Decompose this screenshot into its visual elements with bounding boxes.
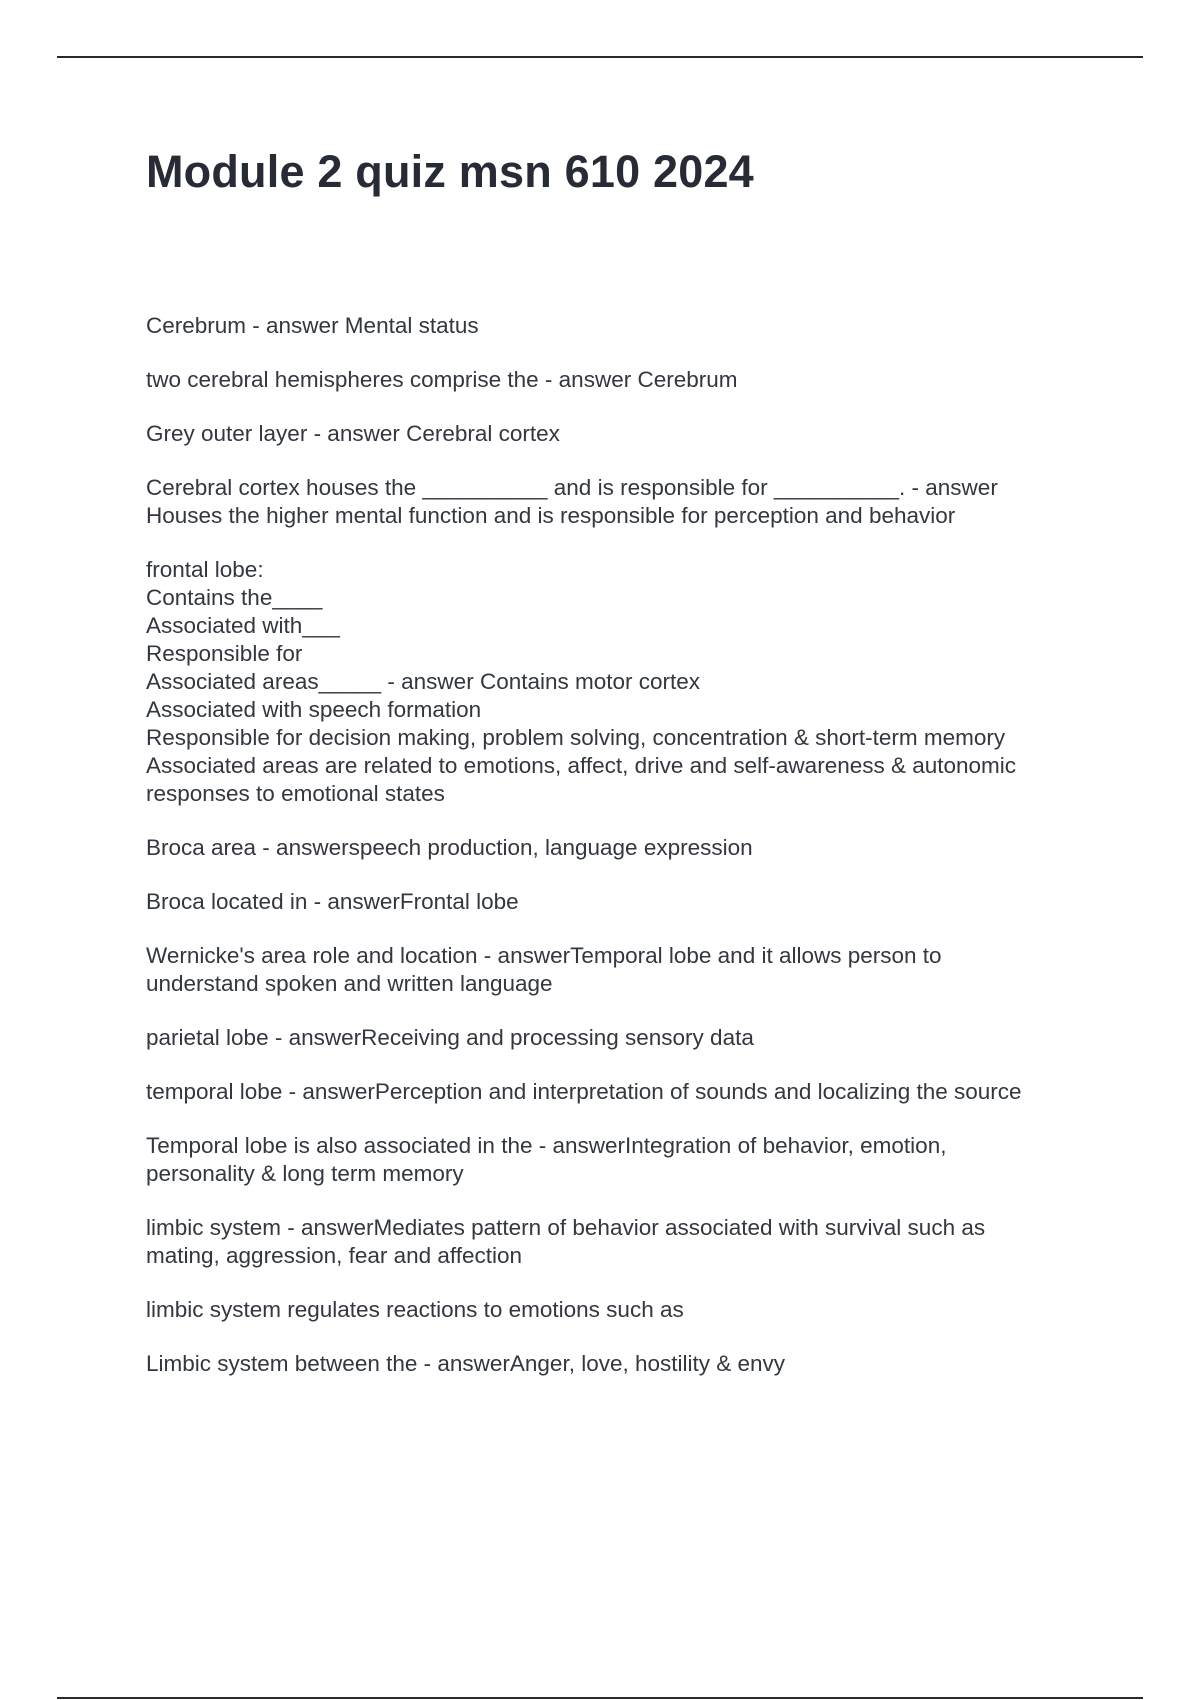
qa-entry: parietal lobe - answerReceiving and processing sensory data: [146, 1025, 754, 1050]
qa-entry: Cerebrum - answer Mental status: [146, 313, 479, 338]
qa-entry: Limbic system between the - answerAnger, love, hostility & envy: [146, 1351, 786, 1376]
qa-entry: temporal lobe - answerPerception and interpretation of sounds and localizing the source: [146, 1079, 1022, 1104]
qa-entry: Broca area - answerspeech production, language expression: [146, 835, 753, 860]
top-divider: [57, 56, 1143, 58]
qa-entry: frontal lobe: Contains the____ Associated with___ Responsible for Associated areas_____ - answer Contains motor cortex Associated with speech formation Responsible for decision making, problem solving, concentration & short-term memory Associated areas are related to emotions, affect, drive and self-awareness & autonomic responses to emotional states: [146, 557, 1017, 806]
qa-entry: Temporal lobe is also associated in the - answerIntegration of behavior, emotion, personality & long term memory: [146, 1133, 947, 1186]
qa-entry: Broca located in - answerFrontal lobe: [146, 889, 519, 914]
qa-entry: limbic system - answerMediates pattern of behavior associated with survival such as mating, aggression, fear and affection: [146, 1215, 986, 1268]
qa-entry: two cerebral hemispheres comprise the - answer Cerebrum: [146, 367, 738, 392]
qa-list: [146, 312, 1096, 1404]
qa-entry: Grey outer layer - answer Cerebral cortex: [146, 421, 560, 446]
document-title: Module 2 quiz msn 610 2024: [146, 146, 754, 197]
qa-entry: Wernicke's area role and location - answerTemporal lobe and it allows person to understand spoken and written language: [146, 943, 942, 996]
bottom-divider: [57, 1697, 1143, 1699]
qa-entry: Cerebral cortex houses the __________ and is responsible for __________. - answer Houses the higher mental function and is responsible for perception and behavior: [146, 475, 998, 528]
qa-entry: limbic system regulates reactions to emotions such as: [146, 1297, 684, 1322]
